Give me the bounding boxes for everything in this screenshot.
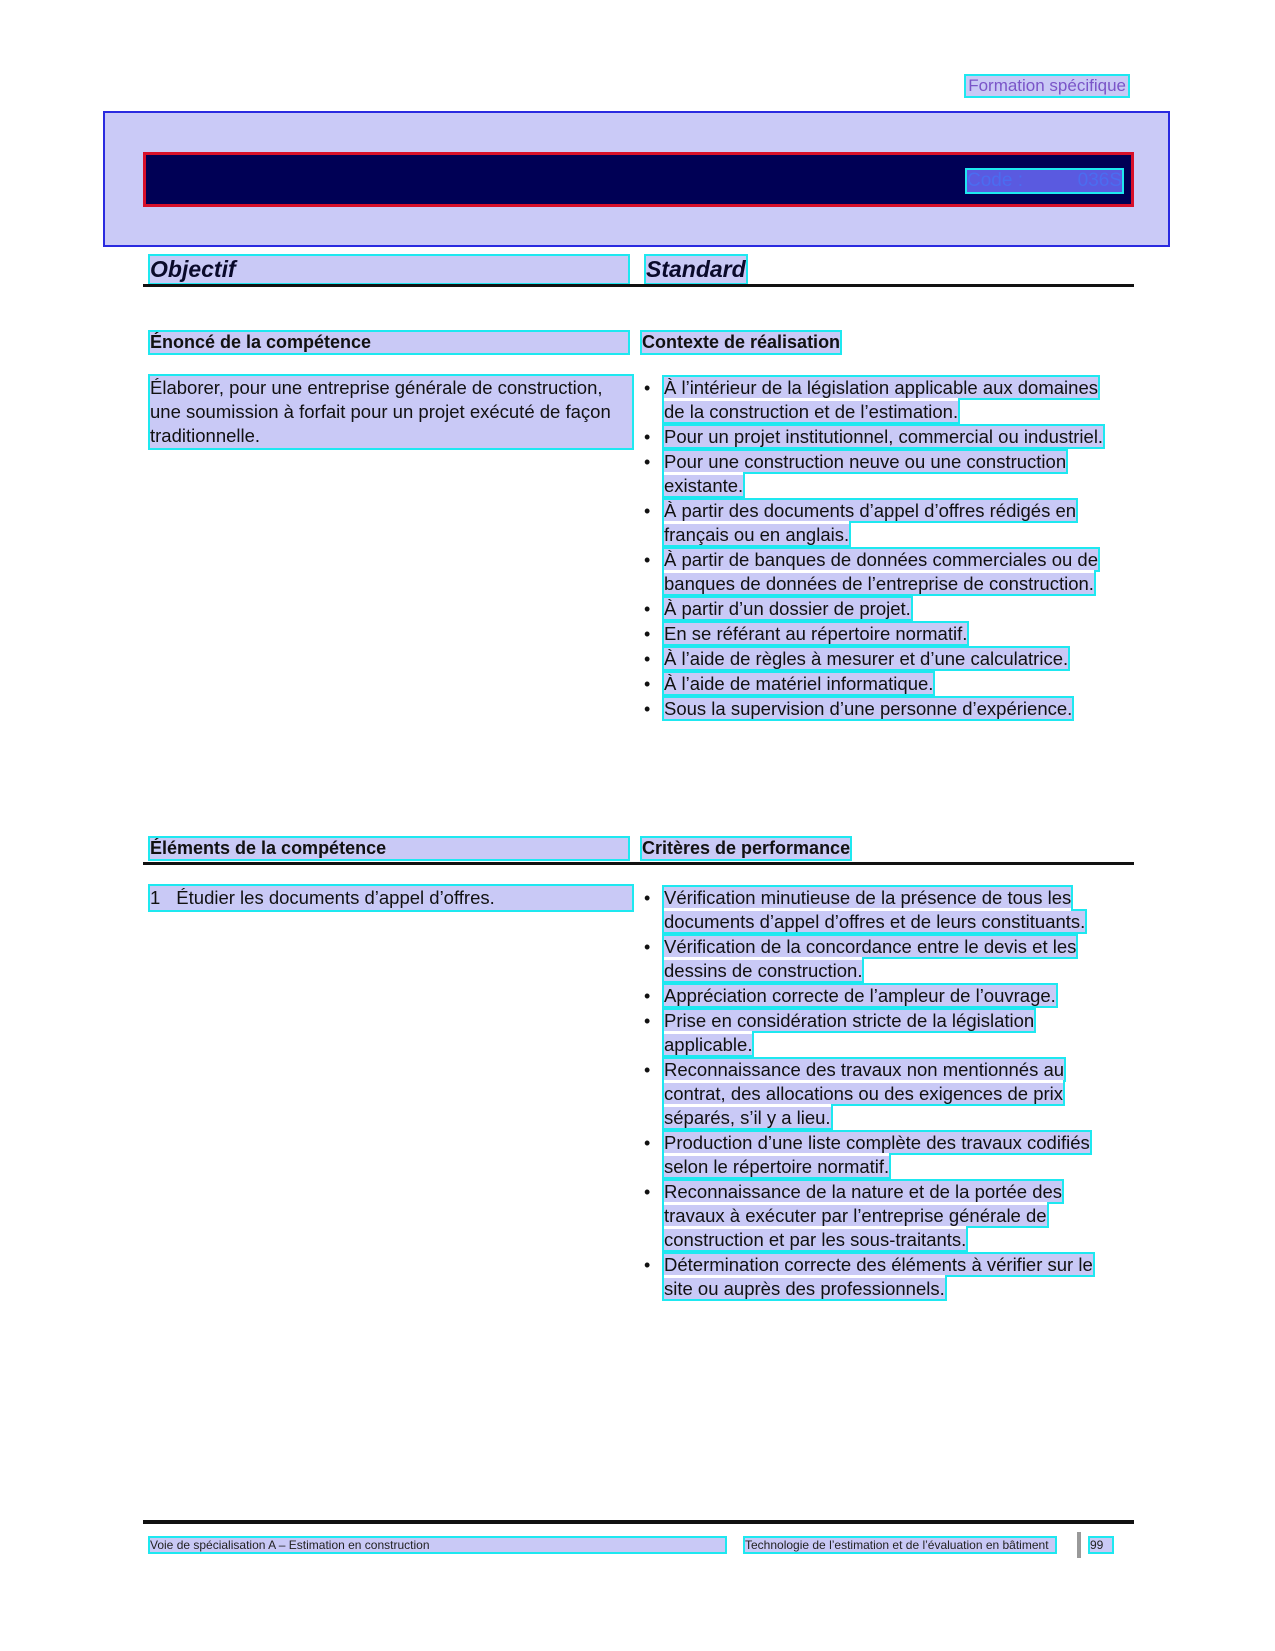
context-item: • À partir d’un dossier de projet. — [642, 597, 1122, 621]
page-marker — [1077, 1532, 1081, 1558]
criteria-item: • Vérification de la concordance entre le devis et les dessins de construction. — [642, 935, 1122, 983]
context-item: • À partir de banques de données commerciales ou de banques de données de l’entreprise de construction. — [642, 548, 1122, 596]
criteria-item: • Production d’une liste complète des travaux codifiés selon le répertoire normatif. — [642, 1131, 1122, 1179]
criteria-item: • Appréciation correcte de l’ampleur de l’ouvrage. — [642, 984, 1122, 1008]
footer-left: Voie de spécialisation A – Estimation en construction — [150, 1538, 725, 1552]
code-field — [967, 170, 1122, 192]
footer-rule — [143, 1520, 1134, 1524]
criteres-heading: Critères de performance — [642, 838, 851, 858]
top-label: Formation spécifique — [968, 76, 1126, 95]
criteria-list — [642, 886, 1122, 1302]
context-item: • À partir des documents d’appel d’offres rédigés en français ou en anglais. — [642, 499, 1122, 547]
context-item: • Pour un projet institutionnel, commercial ou industriel. — [642, 425, 1122, 449]
footer-right: Technologie de l’estimation et de l’évaluation en bâtiment — [745, 1538, 1055, 1552]
context-item: • Sous la supervision d’une personne d’expérience. — [642, 697, 1122, 721]
standard-title: Standard — [646, 256, 746, 282]
title-rule — [143, 284, 1134, 287]
criteria-item: • Vérification minutieuse de la présence de tous les documents d’appel d’offres et de leurs constituants. — [642, 886, 1122, 934]
criteria-item: • Reconnaissance de la nature et de la portée des travaux à exécuter par l’entreprise générale de construction et par les sous-traitants. — [642, 1180, 1122, 1252]
criteria-item: • Reconnaissance des travaux non mentionnés au contrat, des allocations ou des exigences de prix séparés, s’il y a lieu. — [642, 1058, 1122, 1130]
objectif-title: Objectif — [150, 256, 628, 283]
context-list — [642, 376, 1122, 722]
context-item: • À l’aide de matériel informatique. — [642, 672, 1122, 696]
criteria-item: • Détermination correcte des éléments à vérifier sur le site ou auprès des professionnels. — [642, 1253, 1122, 1301]
context-item: • En se référant au répertoire normatif. — [642, 622, 1122, 646]
context-item: • Pour une construction neuve ou une construction existante. — [642, 450, 1122, 498]
competence-statement: Élaborer, pour une entreprise générale de construction, une soumission à forfait pour un projet exécuté de façon traditionnelle. — [150, 376, 632, 448]
section2-rule — [143, 862, 1134, 865]
context-item: • À l’intérieur de la législation applicable aux domaines de la construction et de l’estimation. — [642, 376, 1122, 424]
page-number: 99 — [1090, 1538, 1112, 1552]
competence-element — [150, 886, 632, 910]
context-item: • À l’aide de règles à mesurer et d’une calculatrice. — [642, 647, 1122, 671]
element-text: Étudier les documents d’appel d’offres. — [176, 887, 495, 908]
code-label: Code : — [967, 170, 1023, 191]
criteria-item: • Prise en considération stricte de la législation applicable. — [642, 1009, 1122, 1057]
enonce-heading: Énoncé de la compétence — [150, 332, 628, 353]
code-value: 036S — [1077, 170, 1122, 191]
contexte-heading: Contexte de réalisation — [642, 332, 841, 352]
element-number: 1 — [150, 887, 161, 908]
elements-heading: Éléments de la compétence — [150, 838, 628, 859]
